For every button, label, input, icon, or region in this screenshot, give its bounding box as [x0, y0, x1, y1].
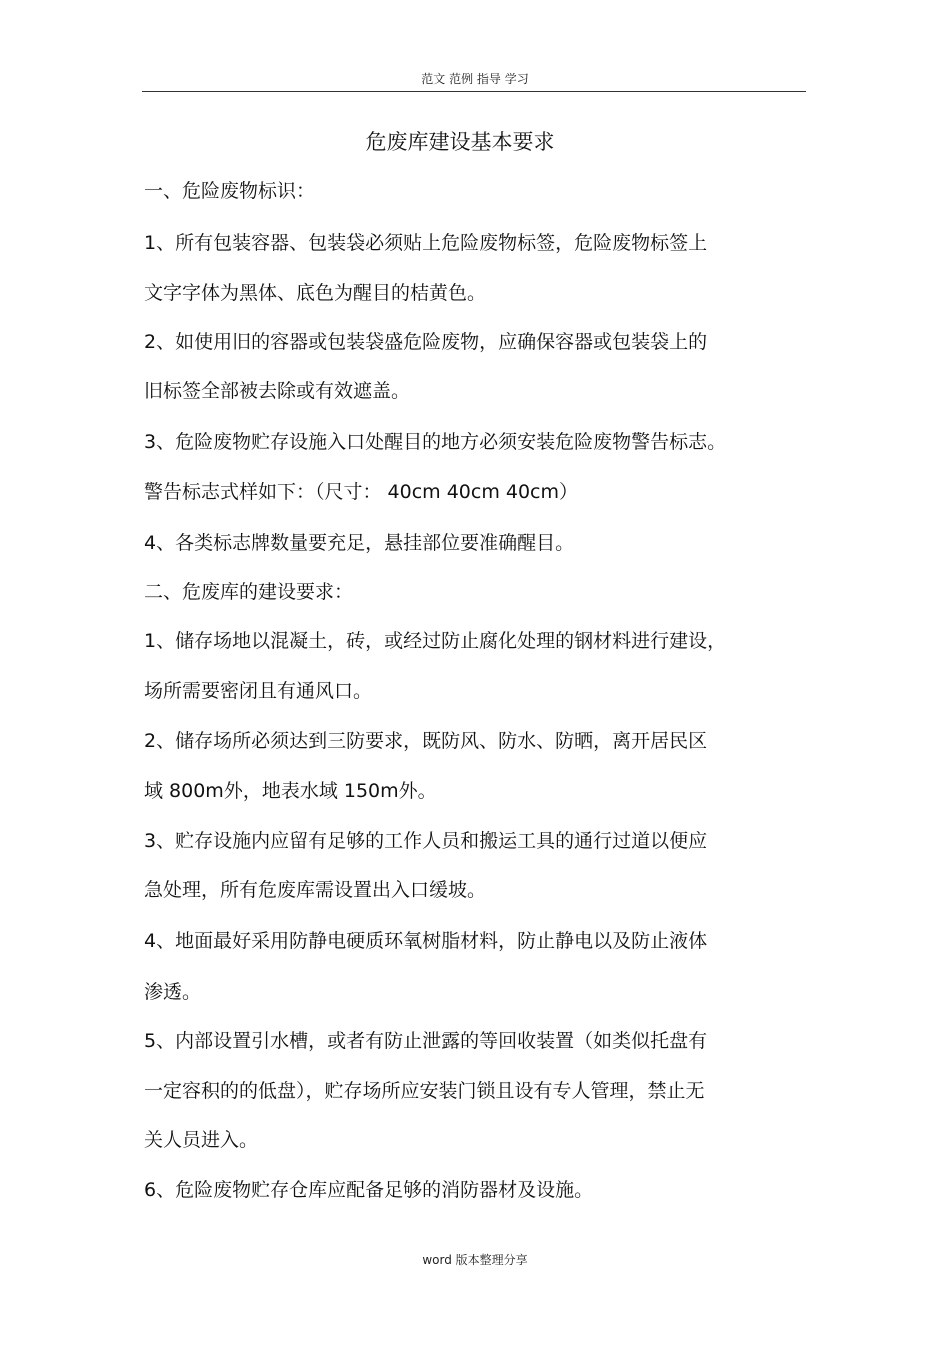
section-1-heading: 一、危险废物标识： [144, 180, 316, 202]
page-header: 范文 范例 指导 学习 [421, 72, 529, 86]
page-footer: word 版本整理分享 [422, 1253, 528, 1267]
section-2-heading: 二、危废库的建设要求： [144, 581, 354, 603]
s1-item-2-line-1: 2、如使用旧的容器或包装袋盛危险废物，应确保容器或包装袋上的 [144, 331, 708, 353]
s2-item-5-line-2: 一定容积的的低盘），贮存场所应安装门锁且设有专人管理，禁止无 [144, 1080, 705, 1102]
s1-item-4: 4、各类标志牌数量要充足，悬挂部位要准确醒目。 [144, 532, 575, 554]
s2-item-2-line-1: 2、储存场所必须达到三防要求，既防风、防水、防晒，离开居民区 [144, 730, 708, 752]
s1-item-2-line-2: 旧标签全部被去除或有效遮盖。 [144, 380, 411, 402]
s2-item-1-line-2: 场所需要密闭且有通风口。 [144, 680, 373, 702]
s2-item-6: 6、危险废物贮存仓库应配备足够的消防器材及设施。 [144, 1179, 594, 1201]
s2-item-5-line-3: 关人员进入。 [144, 1129, 259, 1151]
s2-item-4-line-2: 渗透。 [144, 981, 202, 1003]
s2-item-4-line-1: 4、地面最好采用防静电硬质环氧树脂材料，防止静电以及防止液体 [144, 930, 708, 952]
s2-item-3-line-1: 3、贮存设施内应留有足够的工作人员和搬运工具的通行过道以便应 [144, 830, 708, 852]
document-title: 危废库建设基本要求 [365, 130, 555, 154]
s1-item-1-line-2: 文字字体为黑体、底色为醒目的桔黄色。 [144, 282, 487, 304]
s2-item-3-line-2: 急处理，所有危废库需设置出入口缓坡。 [144, 879, 487, 901]
s1-item-1-line-1: 1、所有包装容器、包装袋必须贴上危险废物标签，危险废物标签上 [144, 232, 708, 254]
header-divider [142, 91, 806, 92]
s1-item-3-line-1: 3、危险废物贮存设施入口处醒目的地方必须安装危险废物警告标志。 [144, 431, 727, 453]
s2-item-1-line-1: 1、储存场地以混凝土，砖，或经过防止腐化处理的钢材料进行建设， [144, 630, 727, 652]
s2-item-2-line-2: 域 800m外，地表水域 150m外。 [144, 780, 437, 802]
s2-item-5-line-1: 5、内部设置引水槽，或者有防止泄露的等回收装置（如类似托盘有 [144, 1030, 708, 1052]
s1-item-3-line-2: 警告标志式样如下：（尺寸： 40cm 40cm 40cm） [144, 481, 579, 503]
